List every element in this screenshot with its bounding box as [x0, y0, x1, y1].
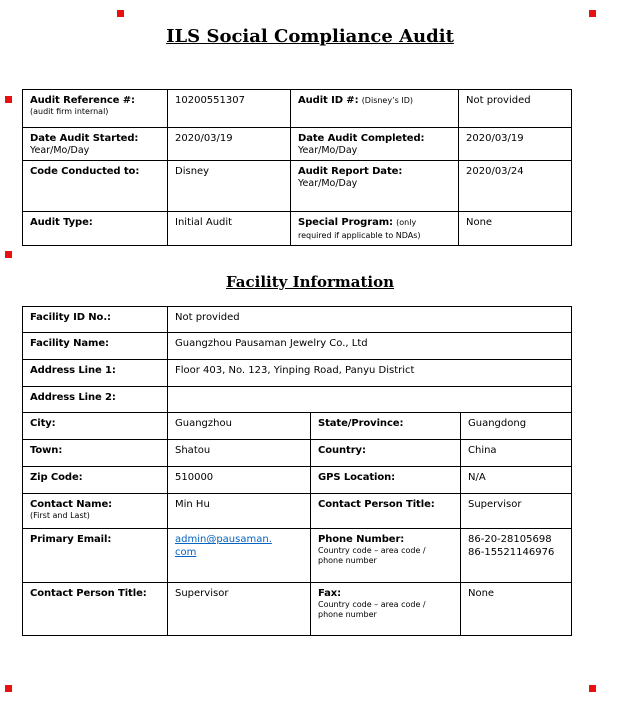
- contact-title2-label-cell: [23, 583, 168, 636]
- country-label-cell: [311, 440, 461, 467]
- audit-id-label: Audit ID #:: [298, 95, 359, 106]
- report-date-label: Audit Report Date:: [298, 166, 403, 178]
- address-line2-value: [168, 387, 572, 413]
- fax-value: None: [461, 583, 572, 636]
- contact-title2-label: Contact Person Title:: [30, 588, 147, 600]
- address-line2-label-cell: [23, 387, 168, 413]
- town-value: Shatou: [168, 440, 311, 467]
- audit-id-sublabel: (Disney’s ID): [361, 96, 413, 105]
- code-conducted-row: [23, 161, 572, 212]
- audit-dates-row: [23, 128, 572, 161]
- contact-title-fax-row: [23, 583, 572, 636]
- special-program-value: None: [459, 212, 572, 246]
- address-line1-label-cell: [23, 360, 168, 387]
- report-date-sublabel: Year/Mo/Day: [298, 178, 358, 190]
- zip-label: Zip Code:: [30, 472, 83, 484]
- city-label-cell: [23, 413, 168, 440]
- audit-reference-row: [23, 90, 572, 128]
- date-started-sublabel: Year/Mo/Day: [30, 145, 90, 156]
- special-program-sublabel: (only required if applicable to NDAs): [298, 218, 421, 241]
- facility-name-row: [23, 333, 572, 360]
- country-value: China: [461, 440, 572, 467]
- contact-title-label: Contact Person Title:: [318, 499, 435, 511]
- city-label: City:: [30, 418, 56, 430]
- state-label: State/Province:: [318, 418, 404, 430]
- address-line2-row: [23, 387, 572, 413]
- fax-label: Fax:: [318, 588, 342, 600]
- contact-title2-value: Supervisor: [168, 583, 311, 636]
- zip-label-cell: [23, 467, 168, 494]
- phone-label: Phone Number:: [318, 534, 405, 546]
- red-marker-left-upper: [5, 96, 12, 103]
- red-marker-top-right: [589, 10, 596, 17]
- contact-title-value: Supervisor: [461, 494, 572, 529]
- audit-id-label-cell: [291, 90, 459, 128]
- date-completed-label: Date Audit Completed:: [298, 133, 425, 144]
- contact-title-label-cell: [311, 494, 461, 529]
- city-value: Guangzhou: [168, 413, 311, 440]
- report-date-value: 2020/03/24: [459, 161, 572, 212]
- phone-value: 86-20-28105698 86-15521146976: [461, 529, 572, 583]
- date-started-label-cell: [23, 128, 168, 161]
- red-marker-left-lower: [5, 251, 12, 258]
- facility-info-table: [22, 306, 572, 636]
- town-label-cell: [23, 440, 168, 467]
- town-label: Town:: [30, 445, 63, 457]
- red-marker-bottom-right: [589, 685, 596, 692]
- facility-name-value: Guangzhou Pausaman Jewelry Co., Ltd: [168, 333, 572, 360]
- special-program-label-cell: [291, 212, 459, 246]
- code-conducted-label-cell: [23, 161, 168, 212]
- address-line1-value: Floor 403, No. 123, Yinping Road, Panyu District: [168, 360, 572, 387]
- address-line1-label: Address Line 1:: [30, 365, 116, 377]
- state-label-cell: [311, 413, 461, 440]
- email-label-cell: [23, 529, 168, 583]
- facility-id-label: Facility ID No.:: [30, 312, 111, 324]
- date-completed-value: 2020/03/19: [459, 128, 572, 161]
- contact-name-value: Min Hu: [168, 494, 311, 529]
- fax-label-cell: [311, 583, 461, 636]
- zip-value: 510000: [168, 467, 311, 494]
- email-label: Primary Email:: [30, 534, 112, 546]
- audit-type-row: [23, 212, 572, 246]
- audit-type-label-cell: [23, 212, 168, 246]
- country-label: Country:: [318, 445, 366, 457]
- gps-label: GPS Location:: [318, 472, 396, 484]
- address-line1-row: [23, 360, 572, 387]
- audit-reference-label: Audit Reference #:: [30, 95, 135, 106]
- date-completed-label-cell: [291, 128, 459, 161]
- code-conducted-label: Code Conducted to:: [30, 166, 140, 178]
- gps-value: N/A: [461, 467, 572, 494]
- email-link[interactable]: admin@pausaman.com: [175, 534, 272, 559]
- special-program-label: Special Program:: [298, 217, 393, 229]
- code-conducted-value: Disney: [168, 161, 291, 212]
- contact-name-sublabel: (First and Last): [30, 511, 90, 521]
- email-value-cell: [168, 529, 311, 583]
- gps-label-cell: [311, 467, 461, 494]
- date-started-label: Date Audit Started:: [30, 133, 139, 144]
- city-state-row: [23, 413, 572, 440]
- state-value: Guangdong: [461, 413, 572, 440]
- report-date-label-cell: [291, 161, 459, 212]
- fax-sublabel: Country code – area code / phone number: [318, 600, 426, 620]
- facility-id-label-cell: [23, 307, 168, 333]
- audit-type-value: Initial Audit: [168, 212, 291, 246]
- contact-name-row: [23, 494, 572, 529]
- document-title: ILS Social Compliance Audit: [166, 26, 454, 47]
- email-phone-row: [23, 529, 572, 583]
- contact-name-label: Contact Name:: [30, 499, 113, 511]
- audit-reference-sublabel: (audit firm internal): [30, 107, 109, 116]
- facility-name-label-cell: [23, 333, 168, 360]
- facility-name-label: Facility Name:: [30, 338, 109, 350]
- red-marker-bottom-left: [5, 685, 12, 692]
- date-completed-sublabel: Year/Mo/Day: [298, 145, 358, 156]
- facility-id-value: Not provided: [168, 307, 572, 333]
- red-marker-title-left: [117, 10, 124, 17]
- audit-type-label: Audit Type:: [30, 217, 93, 229]
- audit-reference-label-cell: [23, 90, 168, 128]
- contact-name-label-cell: [23, 494, 168, 529]
- audit-reference-value: 10200551307: [168, 90, 291, 128]
- facility-id-row: [23, 307, 572, 333]
- facility-section-title: Facility Information: [225, 273, 395, 292]
- audit-id-value: Not provided: [459, 90, 572, 128]
- zip-gps-row: [23, 467, 572, 494]
- phone-label-cell: [311, 529, 461, 583]
- town-country-row: [23, 440, 572, 467]
- address-line2-label: Address Line 2:: [30, 392, 116, 404]
- phone-sublabel: Country code – area code / phone number: [318, 546, 426, 566]
- date-started-value: 2020/03/19: [168, 128, 291, 161]
- audit-info-table: [22, 89, 572, 246]
